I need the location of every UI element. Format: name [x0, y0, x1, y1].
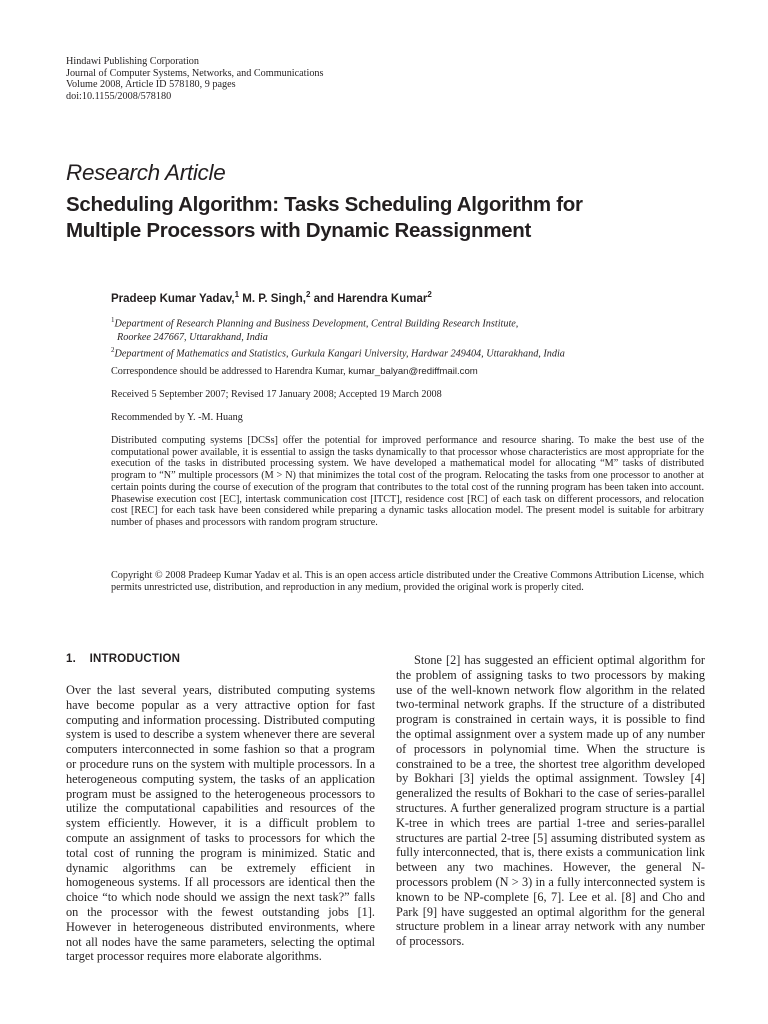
copyright-text: Copyright © 2008 Pradeep Kumar Yadav et al. This is an open access article distributed under the Creative Commons Attribution License, which permits unrestricted use, distribution, and reproduction in any medium, provided the original work is properly cited. [111, 570, 704, 593]
affiliation-1-marker: 1 [111, 316, 115, 324]
affiliation-1-line-1: Department of Research Planning and Business Development, Central Building Research Institute, [114, 318, 519, 330]
correspondence-email[interactable]: kumar_balyan@rediffmail.com [348, 366, 478, 377]
author-3-affil: 2 [427, 290, 432, 299]
affiliation-1 [111, 314, 711, 331]
paper-title [66, 192, 706, 244]
section-number: 1. [66, 653, 76, 665]
author-2: M. P. Singh, [242, 292, 306, 305]
affiliation-2 [111, 344, 711, 361]
journal-name: Journal of Computer Systems, Networks, and Communications [66, 67, 324, 79]
section-title: INTRODUCTION [89, 653, 181, 665]
affiliation-1-line-2: Roorkee 247667, Uttarakhand, India [117, 331, 268, 343]
recommended-by: Recommended by Y. -M. Huang [111, 412, 243, 423]
abstract-text: Distributed computing systems [DCSs] offer the potential for improved performance and resource sharing. To make the best use of the computational power available, it is essential to assign the tasks dynamically to that processor whose characteristics are most appropriate for the execution of the tasks in distributed processing system. We have developed a mathematical model for allocating “M” tasks of distributed program to “N” multiple processors (M > N) that minimizes the total cost of the program. Relocating the tasks from one processor to another at certain points during the course of execution of the program that contributes to the total cost of the running program has been taken into account. Phasewise execution cost [EC], intertask communication cost [ITCT], residence cost [RC] of each task on different processors, and relocation cost [REC] for each task have been considered while preparing a dynamic tasks allocation model. The present model is suitable for arbitrary number of phases and processors with random program structure. [111, 435, 704, 528]
author-2-affil: 2 [305, 290, 311, 299]
left-column [66, 683, 375, 964]
title-line-2: Multiple Processors with Dynamic Reassignment [66, 219, 531, 242]
author-1-affil: 1 [234, 290, 240, 299]
intro-paragraph-2: Stone [2] has suggested an efficient optimal algorithm for the problem of assigning tasks to two processors by making use of the well-known network flow algorithm in the related two-terminal network graphs. If the structure of a distributed program is constrained in certain ways, it is possible to find the optimal assignment over a system made up of any number of processors in polynomial time. When the structure is constrained to be a tree, the shortest tree algorithm developed by Bokhari [3] yields the optimal assignment. Towsley [4] generalized the results of Bokhari to the case of series-parallel structures. A further generalized program structure is a partial K-tree in which trees are partial 1-tree and series-parallel structures are partial 2-tree [5] assuming distributed system as fully interconnected, that is, there exists a communication link between any two machines. However, the general N-processors problem (N > 3) in a fully interconnected system is known to be NP-complete [6, 7]. Lee et al. [8] and Cho and Park [9] have suggested an optimal algorithm for the general structure problem in a linear array network with any number of processors. [396, 653, 705, 949]
affiliation-2-marker: 2 [111, 346, 115, 355]
intro-paragraph-1: Over the last several years, distributed computing systems have become popular as a very attractive option for fast computing and information processing. Distributed computing system is used to describe a system whenever there are several computers interconnected in some fashion so that a program or procedure runs on the system with multiple processors. In a heterogeneous computing system, the tasks of an application program must be assigned to the heterogeneous processors to utilize the computational capabilities and resources of the system efficiently. However, it is a difficult problem to compute an assignment of tasks to processors for which the total cost of running the program is minimized. Static and dynamic algorithms can be extremely efficient in homogeneous systems. If all processors are identical then the choice “to which node should we assign the next task?” falls on the processor with the fewest outstanding jobs [1]. However in heterogeneous distributed environments, where not all nodes have the same parameters, selecting the optimal target processor requires more elaborate algorithms. [66, 683, 375, 964]
volume-info: Volume 2008, Article ID 578180, 9 pages [66, 79, 236, 91]
doi: doi:10.1155/2008/578180 [66, 91, 172, 103]
author-1: Pradeep Kumar Yadav, [111, 292, 235, 305]
correspondence-text: Correspondence should be addressed to Harendra Kumar, [111, 366, 346, 377]
received-dates: Received 5 September 2007; Revised 17 January 2008; Accepted 19 March 2008 [111, 389, 442, 400]
publisher-name: Hindawi Publishing Corporation [66, 56, 199, 67]
author-3: and Harendra Kumar [313, 292, 428, 305]
affiliation-2-text: Department of Mathematics and Statistics, Gurkula Kangari University, Hardwar 249404, Uttarakhand, India [114, 348, 565, 360]
copyright-notice [111, 570, 704, 593]
correspondence [111, 366, 478, 377]
title-line-1: Scheduling Algorithm: Tasks Scheduling Algorithm for [66, 193, 583, 216]
affiliations [111, 314, 711, 361]
section-heading [66, 653, 180, 665]
article-type: Research Article [66, 160, 226, 185]
journal-header [66, 56, 324, 103]
right-column [396, 653, 705, 949]
abstract [111, 435, 704, 529]
author-list [111, 290, 432, 305]
